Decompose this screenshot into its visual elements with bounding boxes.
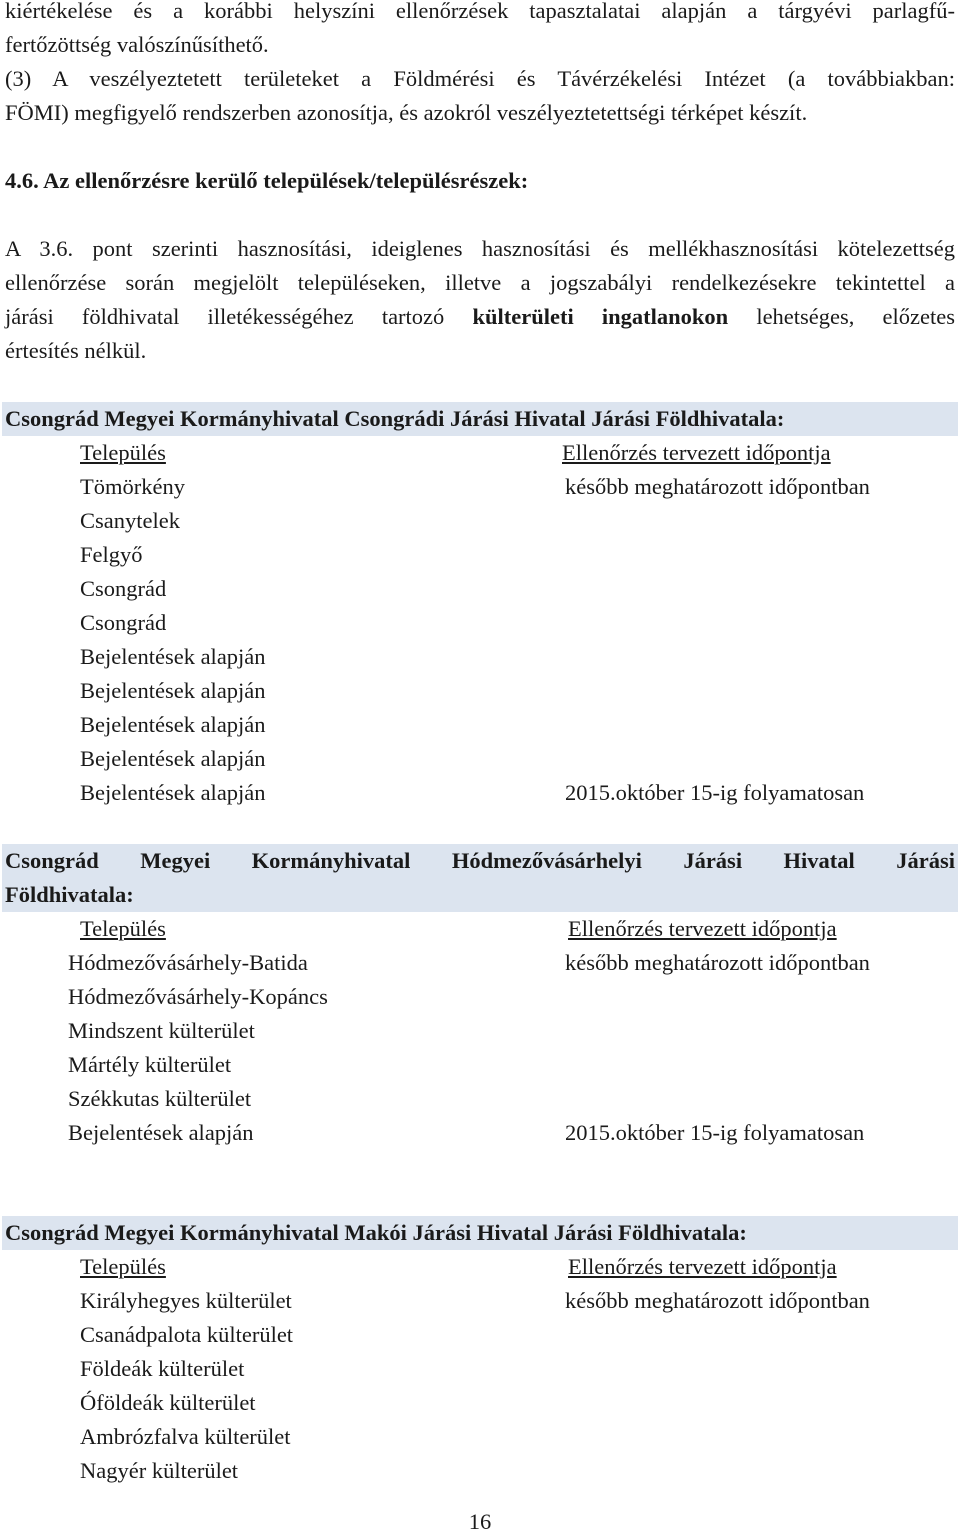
settlement-cell: Csongrád [80, 610, 167, 635]
settlement-cell: Bejelentések alapján [80, 746, 266, 771]
settlement-cell: Mindszent külterület [68, 1018, 255, 1043]
settlement-cell: Felgyő [80, 542, 143, 567]
settlement-cell: Bejelentések alapján [80, 644, 266, 669]
intro-line-2: fertőzöttség valószínűsíthető. [5, 32, 269, 57]
settlement-cell: Csanytelek [80, 508, 180, 533]
settlement-cell: Hódmezővásárhely-Kopáncs [68, 984, 328, 1009]
office-title-line-1: Csongrád Megyei Kormányhivatal Hódmezővásárhelyi Járási Hivatal Járási [5, 848, 955, 873]
paragraph-line-4: értesítés nélkül. [5, 338, 147, 363]
paragraph-line-3-end: lehetséges, előzetes [756, 304, 956, 329]
settlement-cell: Óföldeák külterület [80, 1390, 256, 1415]
settlement-cell: Ambrózfalva külterület [80, 1424, 291, 1449]
paragraph-line-2: ellenőrzése során megjelölt településeken, illetve a jogszabályi rendelkezésekre tekintettel a [5, 270, 955, 295]
settlement-cell: Tömörkény [80, 474, 185, 499]
intro-line-1: kiértékelése és a korábbi helyszíni ellenőrzések tapasztalatai alapján a tárgyévi parlagfű- [5, 0, 955, 23]
paragraph-line-3 [5, 300, 955, 334]
paragraph-bold-term: külterületi ingatlanokon [472, 304, 729, 329]
section-heading: 4.6. Az ellenőrzésre kerülő települések/településrészek: [5, 168, 529, 193]
settlement-cell: Nagyér külterület [80, 1458, 239, 1483]
schedule-cell: később meghatározott időpontban [565, 474, 870, 499]
settlement-cell: Földeák külterület [80, 1356, 245, 1381]
settlement-cell: Csanádpalota külterület [80, 1322, 294, 1347]
settlement-cell: Bejelentések alapján [80, 678, 266, 703]
page-number: 16 [468, 1509, 492, 1534]
office-title-hodmezovasarhelyi [2, 844, 958, 912]
office-title-csongradi: Csongrád Megyei Kormányhivatal Csongrádi Járási Hivatal Járási Földhivatala: [2, 402, 958, 436]
column-header-settlement: Település [80, 440, 166, 465]
settlement-cell: Bejelentések alapján [68, 1120, 254, 1145]
settlement-cell: Királyhegyes külterület [80, 1288, 292, 1313]
schedule-cell: később meghatározott időpontban [565, 950, 870, 975]
settlement-cell: Székkutas külterület [68, 1086, 252, 1111]
paragraph-line-3-start: járási földhivatal illetékességéhez tartozó [5, 304, 445, 329]
column-header-settlement: Település [80, 916, 166, 941]
settlement-cell: Bejelentések alapján [80, 780, 266, 805]
paragraph-line-1: A 3.6. pont szerinti hasznosítási, ideiglenes hasznosítási és mellékhasznosítási kötelezettség [5, 236, 955, 261]
settlement-cell: Mártély külterület [68, 1052, 232, 1077]
office-title-makoi: Csongrád Megyei Kormányhivatal Makói Járási Hivatal Járási Földhivatala: [2, 1216, 958, 1250]
schedule-cell: 2015.október 15-ig folyamatosan [565, 1120, 865, 1145]
office-title-line-2: Földhivatala: [5, 882, 134, 907]
schedule-cell: 2015.október 15-ig folyamatosan [565, 780, 865, 805]
intro-line-3: (3) A veszélyeztetett területeket a Földmérési és Távérzékelési Intézet (a továbbiakban: [5, 66, 955, 91]
column-header-schedule: Ellenőrzés tervezett időpontja [562, 440, 831, 465]
schedule-cell: később meghatározott időpontban [565, 1288, 870, 1313]
column-header-schedule: Ellenőrzés tervezett időpontja [568, 916, 837, 941]
column-header-schedule: Ellenőrzés tervezett időpontja [568, 1254, 837, 1279]
settlement-cell: Bejelentések alapján [80, 712, 266, 737]
intro-line-4: FÖMI) megfigyelő rendszerben azonosítja, és azokról veszélyeztetettségi térképet készít. [5, 100, 808, 125]
column-header-settlement: Település [80, 1254, 166, 1279]
settlement-cell: Hódmezővásárhely-Batida [68, 950, 308, 975]
settlement-cell: Csongrád [80, 576, 167, 601]
